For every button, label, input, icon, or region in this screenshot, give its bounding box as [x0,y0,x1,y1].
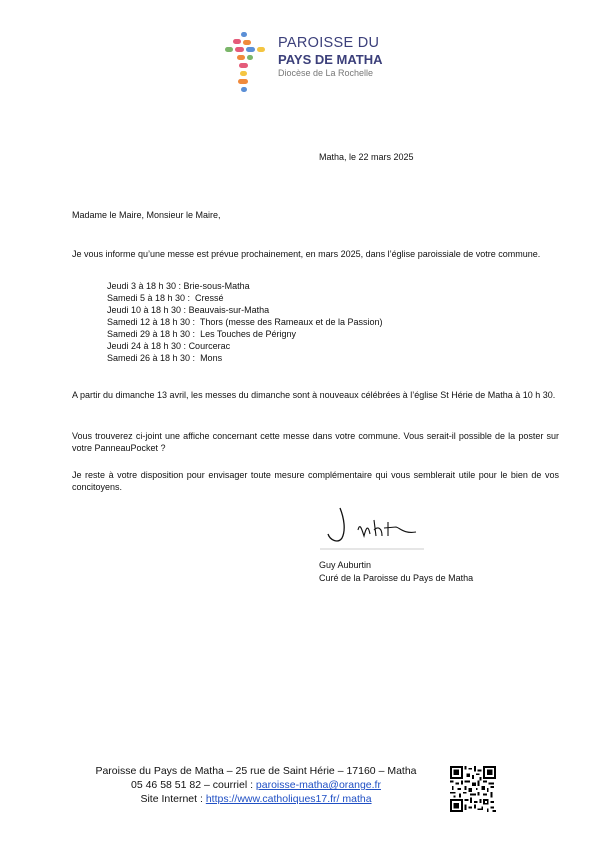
qr-code-icon [450,766,496,812]
schedule-item: Samedi 5 à 18 h 30 : Cressé [107,293,224,303]
website-link[interactable]: https://www.catholiques17.fr/ matha [205,793,372,805]
schedule-item: Jeudi 24 à 18 h 30 : Courcerac [107,341,231,351]
parish-logo [224,30,384,94]
footer-phone: 05 46 58 51 82 – courriel : [131,779,256,791]
handwritten-signature [318,500,428,552]
schedule-item: Samedi 29 à 18 h 30 : Les Touches de Périgny [107,329,296,339]
footer-contact [70,778,442,792]
footer-site-label: Site Internet : [140,793,206,805]
schedule-item: Samedi 12 à 18 h 30 : Thors (messe des Rameaux et de la Passion) [107,317,383,327]
schedule-item: Jeudi 10 à 18 h 30 : Beauvais-sur-Matha [107,305,270,315]
poster-paragraph: Vous trouverez ci-joint une affiche concernant cette messe dans votre commune. Vous serait-il possible de la poster sur votre PanneauPocket ? [72,431,559,453]
schedule-item: Samedi 26 à 18 h 30 : Mons [107,353,223,363]
schedule-item: Jeudi 3 à 18 h 30 : Brie-sous-Matha [107,281,250,291]
signer-name: Guy Auburtin [319,560,372,570]
intro-paragraph: Je vous informe qu’une messe est prévue prochainement, en mars 2025, dans l’église paroissiale de votre commune. [72,249,541,259]
salutation: Madame le Maire, Monsieur le Maire, [72,210,221,220]
mass-schedule-list [107,280,382,364]
letter-footer [70,764,442,806]
letter-date: Matha, le 22 mars 2025 [319,152,414,162]
logo-diocese: Diocèse de La Rochelle [278,67,374,78]
footer-website [70,792,442,806]
logo-title-line1: PAROISSE DU [278,35,380,51]
signer-title: Curé de la Paroisse du Pays de Matha [319,573,474,583]
april-paragraph: A partir du dimanche 13 avril, les messes du dimanche sont à nouveaux célébrées à l’église St Hérie de Matha à 10 h 30. [72,390,556,400]
parish-cross-logo-icon [224,30,268,94]
footer-address: Paroisse du Pays de Matha – 25 rue de Saint Hérie – 17160 – Matha [95,765,417,777]
logo-title-line2: PAYS DE MATHA [278,51,383,67]
email-link[interactable]: paroisse-matha@orange.fr [255,779,381,791]
closing-paragraph: Je reste à votre disposition pour envisager toute mesure complémentaire qui vous semblerait utile pour le bien de vos concitoyens. [72,470,559,492]
